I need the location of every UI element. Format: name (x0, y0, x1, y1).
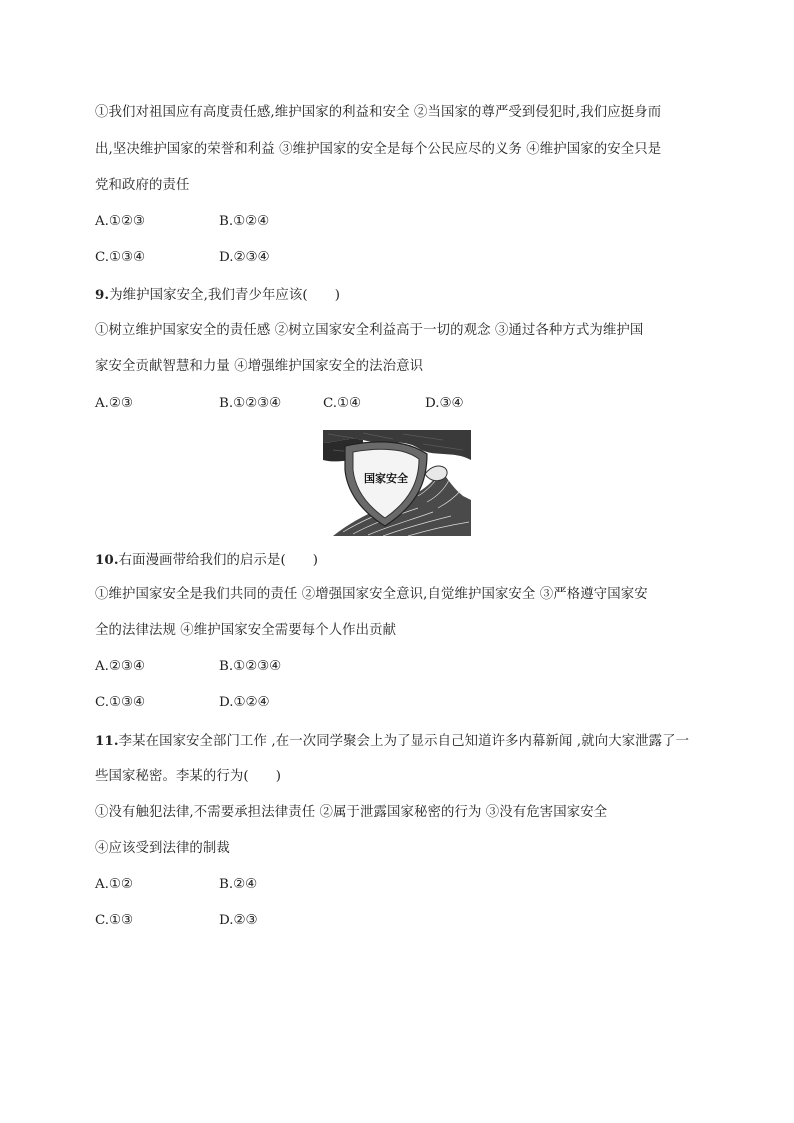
q8-statement-line-2: 出,坚决维护国家的荣誉和利益 ③维护国家的安全是每个公民应尽的义务 ④维护国家的安全只是 (95, 142, 662, 157)
q9-stem-text: 为维护国家安全,我们青少年应该( ) (109, 288, 341, 303)
q8-statement-line-3: 党和政府的责任 (95, 178, 190, 193)
q11-option-c: C.①③ (95, 913, 134, 928)
q10-option-d: D.①②④ (219, 695, 270, 710)
q10-option-a: A.②③④ (95, 659, 145, 674)
q11-statement-line-1: ①没有触犯法律,不需要承担法律责任 ②属于泄露国家秘密的行为 ③没有危害国家安全 (95, 805, 608, 820)
q11-stem-line-1 (95, 732, 689, 751)
q9-stem (95, 286, 340, 305)
q8-option-c: C.①③④ (95, 250, 146, 265)
q9-statement-line-1: ①树立维护国家安全的责任感 ②树立国家安全利益高于一切的观念 ③通过各种方式为维护国 (95, 323, 644, 338)
cartoon-illustration (323, 430, 471, 536)
q9-option-a: A.②③ (95, 396, 133, 411)
q8-option-a: A.①②③ (95, 214, 145, 229)
q9-option-b: B.①②③④ (219, 396, 282, 411)
q11-stem-line-2: 些国家秘密。李某的行为( ) (95, 769, 282, 784)
q11-option-a: A.①② (95, 877, 133, 892)
q10-option-c: C.①③④ (95, 695, 146, 710)
shield-wave-cartoon (323, 430, 471, 536)
shield-label: 国家安全 (364, 472, 408, 485)
q10-option-b: B.①②③④ (219, 659, 282, 674)
q10-stem (95, 551, 318, 570)
q11-option-d: D.②③ (219, 913, 258, 928)
q10-stem-text: 右面漫画带给我们的启示是( ) (118, 553, 319, 568)
q11-statement-line-2: ④应该受到法律的制裁 (95, 841, 230, 856)
q9-option-d: D.③④ (425, 396, 464, 411)
q10-statement-line-1: ①维护国家安全是我们共同的责任 ②增强国家安全意识,自觉维护国家安全 ③严格遵守国家安 (95, 587, 648, 602)
q8-option-d: D.②③④ (219, 250, 270, 265)
q11-number: 11. (95, 733, 119, 749)
q10-statement-line-2: 全的法律法规 ④维护国家安全需要每个人作出贡献 (95, 623, 397, 638)
q8-option-b: B.①②④ (219, 214, 270, 229)
q9-number: 9. (95, 287, 110, 303)
q11-option-b: B.②④ (219, 877, 258, 892)
q10-number: 10. (95, 552, 119, 568)
q8-statement-line-1: ①我们对祖国应有高度责任感,维护国家的利益和安全 ②当国家的尊严受到侵犯时,我们应挺身而 (95, 105, 662, 120)
q9-option-c: C.①④ (323, 396, 362, 411)
q11-stem-text-1: 李某在国家安全部门工作 ,在一次同学聚会上为了显示自己知道许多内幕新闻 ,就向大家泄露了一 (118, 734, 690, 749)
q9-statement-line-2: 家安全贡献智慧和力量 ④增强维护国家安全的法治意识 (95, 359, 424, 374)
